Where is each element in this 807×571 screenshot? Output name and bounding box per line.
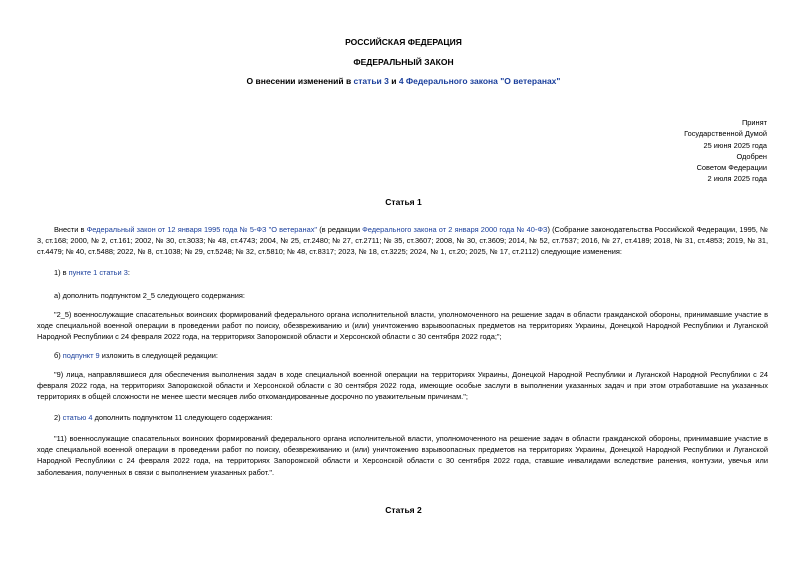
item-1 (37, 267, 768, 278)
item-1-prefix: 1) в (54, 268, 69, 277)
intro-prefix: Внести в (54, 225, 87, 234)
link-article-3-point-1[interactable]: пункте 1 статьи 3 (68, 268, 128, 277)
item-2-suffix: дополнить подпунктом 11 следующего содержания: (92, 413, 273, 422)
quote-subpoint-2-5: "2_5) военнослужащие спасательных воинских формирований федерального органа исполнительной власти, уполномоченного на решение задач в области гражданской обороны, принимавшие участие в ходе специальной военной операции в проведении работ по поиску, обезвреживанию и (или) уничтожению взрывоопасных предметов на территориях Украины, Донецкой Народной Республики и Луганской Народной Республики с 24 февраля 2022 года, на территориях Запорожской области и Херсонской области с 30 сентября 2022 года;"; (37, 310, 768, 342)
item-2-prefix: 2) (54, 413, 63, 422)
item-1b (37, 350, 768, 361)
adoption-line: 25 июня 2025 года (703, 140, 767, 150)
item-1-suffix: : (127, 268, 130, 277)
link-article-3[interactable]: статьи 3 (353, 76, 389, 86)
law-title (0, 75, 807, 87)
adoption-line: Советом Федерации (696, 163, 767, 173)
adoption-line: 2 июля 2025 года (707, 174, 767, 184)
item-2 (37, 412, 768, 423)
link-article-4-veterans-law[interactable]: 4 Федерального закона "О ветеранах" (398, 76, 561, 86)
adoption-line: Государственной Думой (684, 129, 767, 139)
article-1-heading: Статья 1 (385, 197, 422, 207)
intro-mid: (в редакции (317, 225, 363, 234)
adoption-stamp (684, 117, 767, 185)
link-federal-law-5fz[interactable]: Федеральный закон от 12 января 1995 года № 5-ФЗ "О ветеранах" (86, 225, 318, 234)
law-title-prefix: О внесении изменений в (246, 76, 354, 86)
quote-subpoint-11: "11) военнослужащие спасательных воинских формирований федерального органа исполнительной власти, уполномоченного на решение задач в области гражданской обороны, принимавшие участие в ходе специальной военной операции в проведении работ по поиску, обезвреживанию и (или) уничтожению взрывоопасных предметов на территориях Украины, Донецкой Народной Республики и Луганской Народной Республики с 24 февраля 2022 года, на территориях Запорожской области и Херсонской области с 30 сентября 2022 года, ставшие инвалидами вследствие ранения, контузии, увечья или заболевания, полученных в связи с выполнением указанных работ.". (37, 434, 768, 477)
article-2-heading: Статья 2 (385, 505, 422, 515)
adoption-line: Принят (741, 118, 767, 127)
link-subpoint-9[interactable]: подпункт 9 (62, 351, 100, 360)
quote-subpoint-9: "9) лица, направлявшиеся для обеспечения выполнения задач в ходе специальной военной операции на территориях Украины, Донецкой Народной Республики и Луганской Народной Республики с 24 февраля 2022 года, на территориях Запорожской области и Херсонской области с 30 сентября 2022 года, имеющие особые заслуги в выполнении указанных задач и при этом отработавшие на указанных территориях в общей сложности не менее шести месяцев либо откомандированные досрочно по уважительным причинам."; (37, 370, 768, 402)
article-1-intro (37, 224, 768, 258)
law-title-mid: и (388, 76, 399, 86)
intro-suffix: ) (Собрание законодательства Российской Федерации, 1995, № 3, ст.168; 2000, № 2, ст.161; 2002, № 30, ст.3033; № 48, ст.4743; 2004, № 25, ст.2480; № 27, ст.2711; № 35, ст.3607; 2008, № 30, ст.3609; 2014, № 52, ст.7537; 2016, № 27, ст.4189; 2018, № 31, ст.4853; 2019, № 31, ст.4479; № 40, ст.5488; 2022, № 8, ст.1038; № 29, ст.5248; № 32, ст.5810; № 48, ст.8317; 2023, № 18, ст.3225; 2024, № 1, ст.20; 2025, № 17, ст.2112) следующие изменения: (37, 225, 768, 257)
federation-heading: РОССИЙСКАЯ ФЕДЕРАЦИЯ (345, 37, 462, 47)
item-1b-suffix: изложить в следующей редакции: (99, 351, 218, 360)
law-type-heading: ФЕДЕРАЛЬНЫЙ ЗАКОН (353, 57, 454, 67)
link-article-4[interactable]: статью 4 (62, 413, 93, 422)
adoption-line: Одобрен (736, 151, 767, 161)
link-federal-law-40fz[interactable]: Федерального закона от 2 января 2000 года № 40-ФЗ (362, 225, 548, 234)
item-1a: а) дополнить подпунктом 2_5 следующего содержания: (54, 291, 245, 300)
item-1b-prefix: б) (54, 351, 63, 360)
